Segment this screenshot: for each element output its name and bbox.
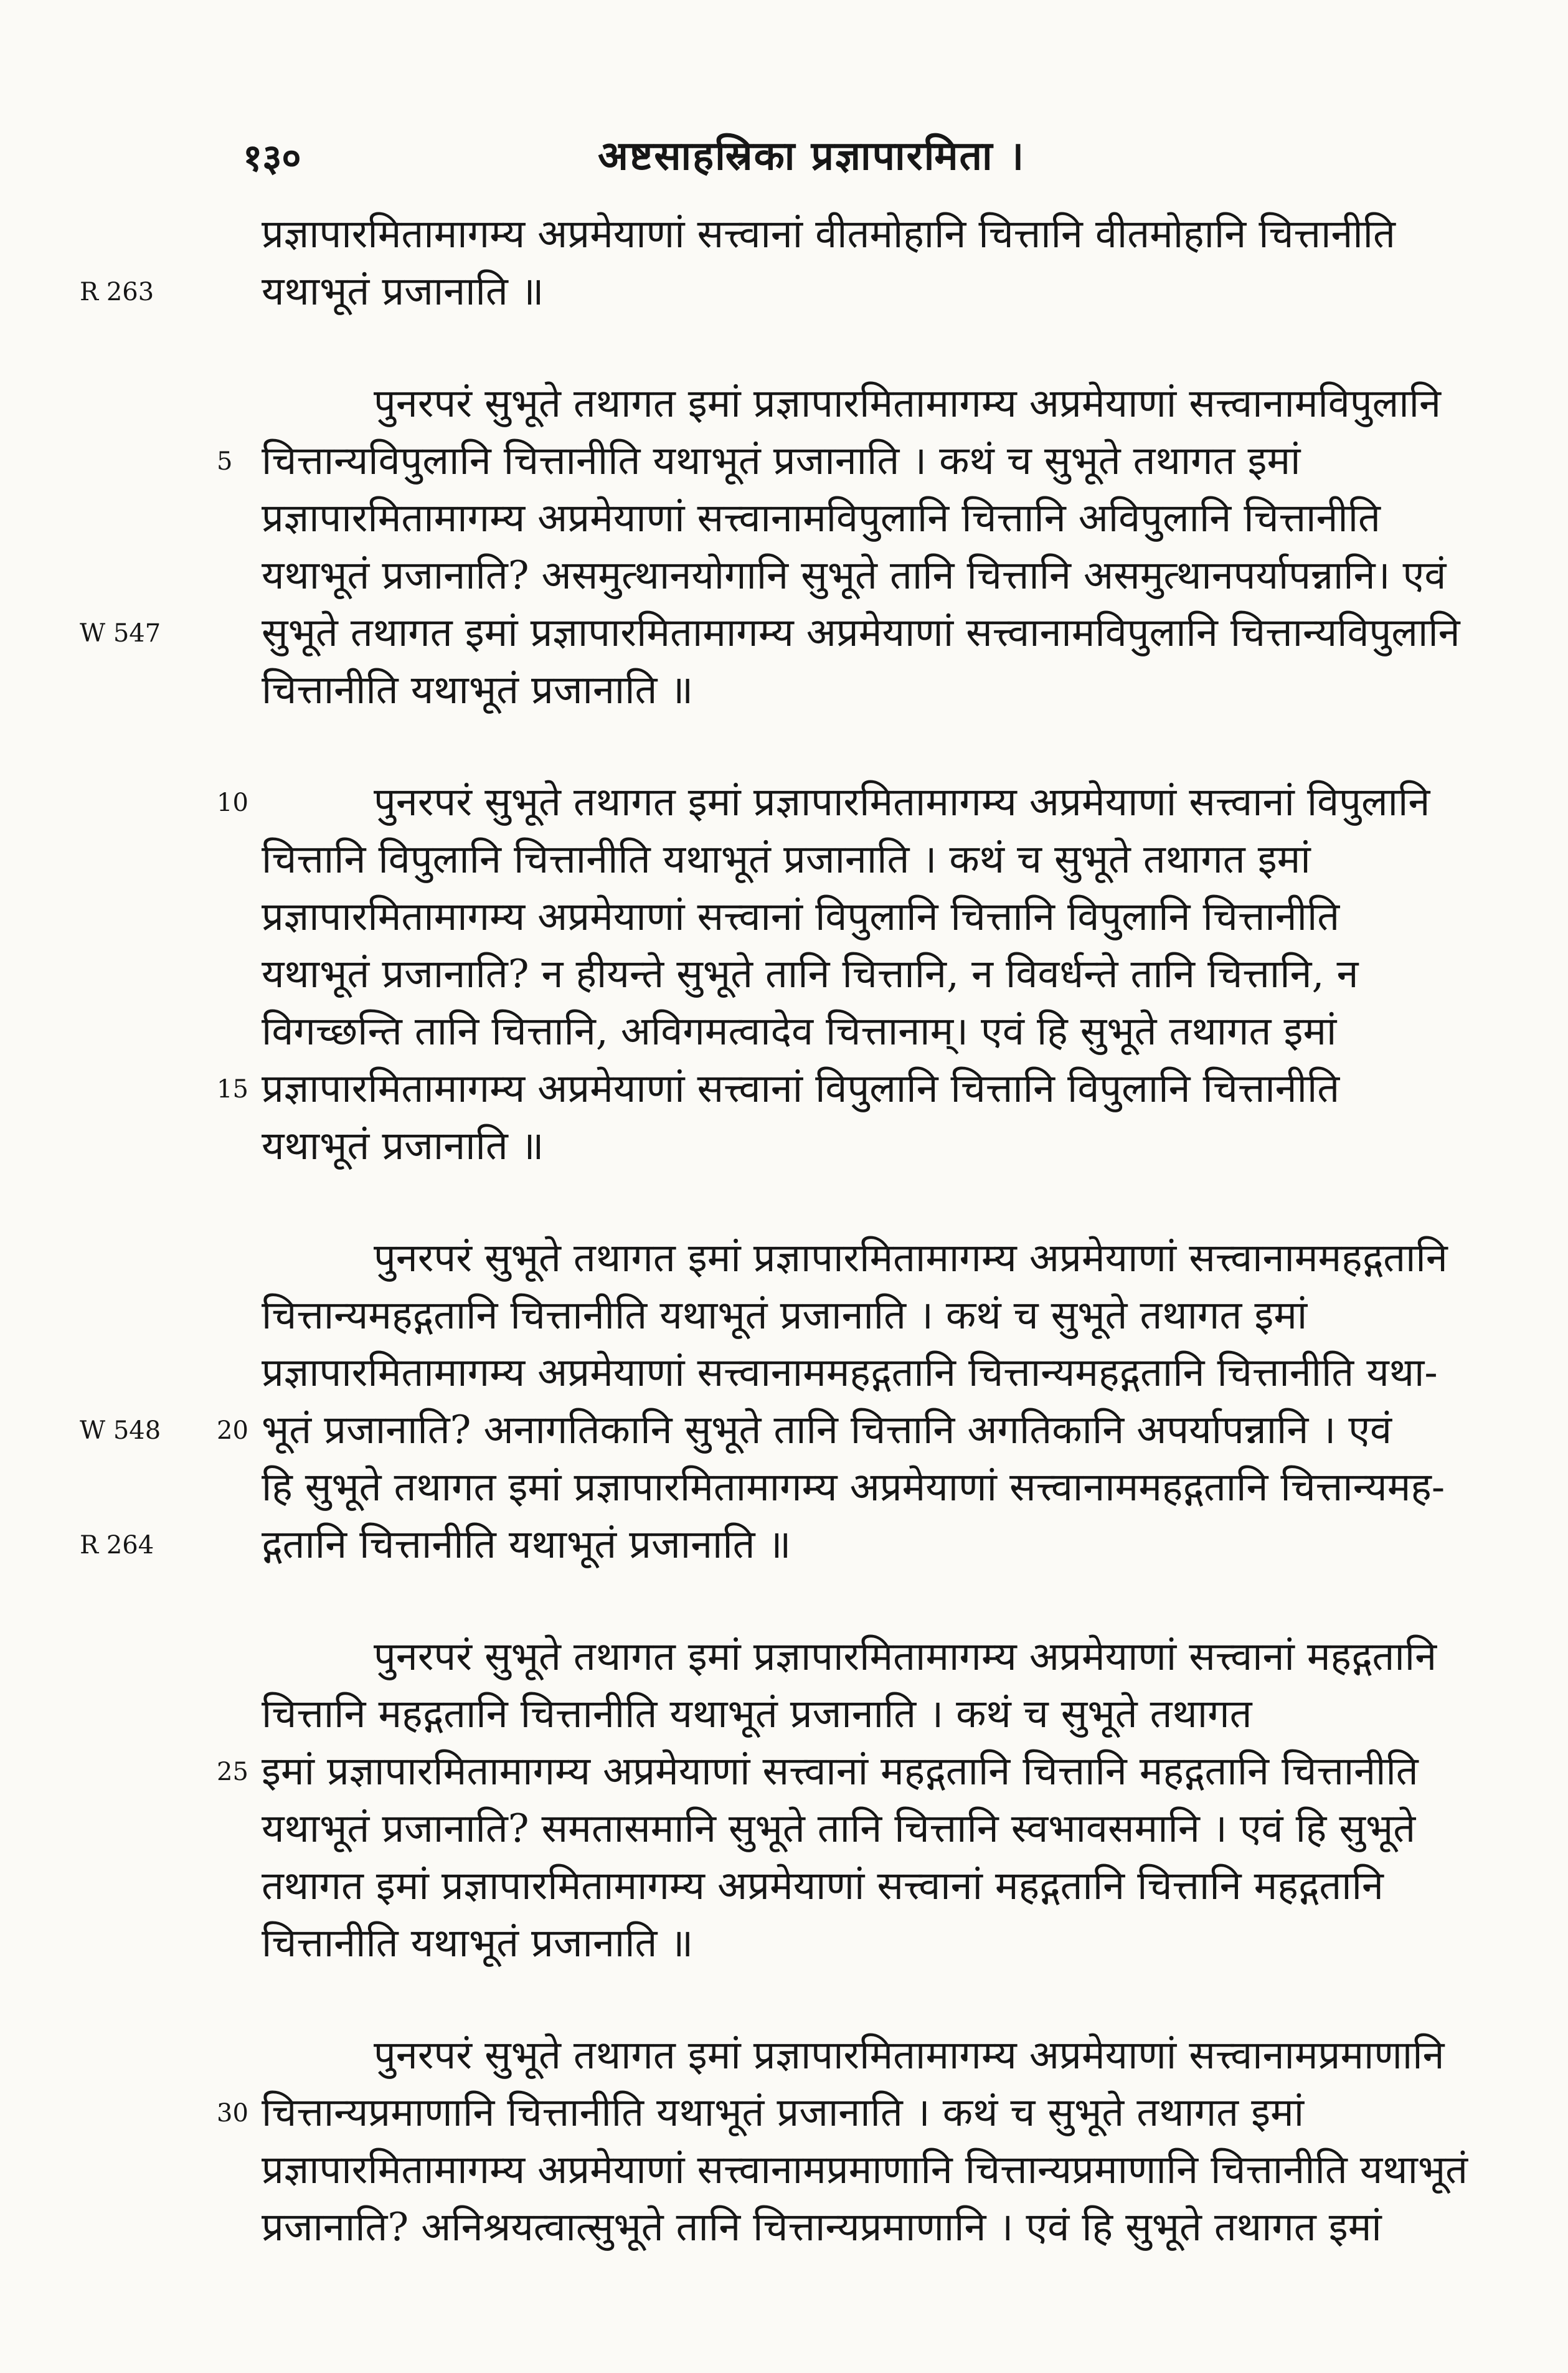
text-line: प्रजानाति? अनिश्रयत्वात्सुभूते तानि चित्तान्यप्रमाणानि । एवं हि सुभूते तथागत इमां bbox=[262, 2204, 1382, 2250]
text-line: पुनरपरं सुभूते तथागत इमां प्रज्ञापारमितामागम्य अप्रमेयाणां सत्त्वानामप्रमाणानि bbox=[374, 2032, 1445, 2078]
line-number: 10 bbox=[217, 789, 248, 817]
text-line: यथाभूतं प्रजानाति ॥ bbox=[262, 268, 544, 314]
text-line: इमां प्रज्ञापारमितामागम्य अप्रमेयाणां सत्त्वानां महद्गतानि चित्तानि महद्गतानि चित्तानीति bbox=[262, 1748, 1419, 1794]
text-line: चित्तानि महद्गतानि चित्तानीति यथाभूतं प्रजानाति । कथं च सुभूते तथागत bbox=[262, 1691, 1252, 1736]
line-number: 25 bbox=[217, 1758, 248, 1786]
line-number: 15 bbox=[217, 1075, 248, 1104]
text-line: चित्तानीति यथाभूतं प्रजानाति ॥ bbox=[262, 1920, 694, 1966]
text-line: यथाभूतं प्रजानाति ॥ bbox=[262, 1123, 544, 1168]
margin-reference: W 548 bbox=[80, 1416, 161, 1445]
page-header bbox=[0, 118, 1568, 193]
text-line: भूतं प्रजानाति? अनागतिकानि सुभूते तानि चित्तानि अगतिकानि अपर्यापन्नानि । एवं bbox=[262, 1407, 1392, 1452]
margin-reference: R 264 bbox=[80, 1531, 154, 1560]
text-line: चित्तानि विपुलानि चित्तानीति यथाभूतं प्रजानाति । कथं च सुभूते तथागत इमां bbox=[262, 836, 1311, 882]
text-line: पुनरपरं सुभूते तथागत इमां प्रज्ञापारमितामागम्य अप्रमेयाणां सत्त्वानां महद्गतानि bbox=[374, 1634, 1437, 1679]
line-number: 20 bbox=[217, 1416, 248, 1445]
text-line: प्रज्ञापारमितामागम्य अप्रमेयाणां सत्त्वानामविपुलानि चित्तानि अविपुलानि चित्तानीति bbox=[262, 495, 1381, 541]
text-line: चित्तान्यमहद्गतानि चित्तानीति यथाभूतं प्रजानाति । कथं च सुभूते तथागत इमां bbox=[262, 1292, 1308, 1338]
body-text bbox=[262, 206, 1470, 2311]
page-number: १३० bbox=[243, 136, 301, 180]
paragraph bbox=[262, 206, 1470, 320]
line-number: 30 bbox=[217, 2099, 248, 2128]
text-line: पुनरपरं सुभूते तथागत इमां प्रज्ञापारमितामागम्य अप्रमेयाणां सत्त्वानां विपुलानि bbox=[374, 779, 1430, 825]
paragraph bbox=[262, 2027, 1470, 2256]
line-number: 5 bbox=[217, 447, 233, 476]
text-line: तथागत इमां प्रज्ञापारमितामागम्य अप्रमेयाणां सत्त्वानां महद्गतानि चित्तानि महद्गतानि bbox=[262, 1863, 1384, 1908]
paragraph bbox=[262, 1628, 1470, 1972]
paragraph bbox=[262, 774, 1470, 1175]
text-line: चित्तानीति यथाभूतं प्रजानाति ॥ bbox=[262, 667, 694, 713]
text-line: प्रज्ञापारमितामागम्य अप्रमेयाणां सत्त्वानां विपुलानि चित्तानि विपुलानि चित्तानीति bbox=[262, 1066, 1340, 1111]
text-line: पुनरपरं सुभूते तथागत इमां प्रज्ञापारमितामागम्य अप्रमेयाणां सत्त्वानाममहद्गतानि bbox=[374, 1235, 1448, 1281]
margin-reference: W 547 bbox=[80, 619, 161, 648]
text-line: यथाभूतं प्रजानाति? असमुत्थानयोगानि सुभूते तानि चित्तानि असमुत्थानपर्यापन्नानि। एवं bbox=[262, 552, 1447, 598]
text-line: प्रज्ञापारमितामागम्य अप्रमेयाणां सत्त्वानां विपुलानि चित्तानि विपुलानि चित्तानीति bbox=[262, 894, 1340, 939]
paragraph bbox=[262, 375, 1470, 719]
text-line: हि सुभूते तथागत इमां प्रज्ञापारमितामागम्य अप्रमेयाणां सत्त्वानाममहद्गतानि चित्तान्यमह- bbox=[262, 1464, 1445, 1510]
text-line: प्रज्ञापारमितामागम्य अप्रमेयाणां सत्त्वानां वीतमोहानि चित्तानि वीतमोहानि चित्तानीति bbox=[262, 211, 1396, 257]
running-title: अष्टसाहस्रिका प्रज्ञापारमिता । bbox=[598, 133, 1026, 179]
text-line: प्रज्ञापारमितामागम्य अप्रमेयाणां सत्त्वानामप्रमाणानि चित्तान्यप्रमाणानि चित्तानीति यथाभूतं bbox=[262, 2147, 1468, 2192]
text-line: चित्तान्यप्रमाणानि चित्तानीति यथाभूतं प्रजानाति । कथं च सुभूते तथागत इमां bbox=[262, 2090, 1305, 2135]
text-line: पुनरपरं सुभूते तथागत इमां प्रज्ञापारमितामागम्य अप्रमेयाणां सत्त्वानामविपुलानि bbox=[374, 381, 1441, 426]
margin-reference: R 263 bbox=[80, 278, 154, 306]
text-line: यथाभूतं प्रजानाति? समतासमानि सुभूते तानि चित्तानि स्वभावसमानि । एवं हि सुभूते bbox=[262, 1806, 1416, 1851]
text-line: सुभूते तथागत इमां प्रज्ञापारमितामागम्य अप्रमेयाणां सत्त्वानामविपुलानि चित्तान्यविपुलानि bbox=[262, 610, 1460, 655]
text-line: द्गतानि चित्तानीति यथाभूतं प्रजानाति ॥ bbox=[262, 1522, 791, 1567]
paragraph bbox=[262, 1229, 1470, 1573]
text-line: प्रज्ञापारमितामागम्य अप्रमेयाणां सत्त्वानाममहद्गतानि चित्तान्यमहद्गतानि चित्तानीति यथा- bbox=[262, 1350, 1438, 1395]
text-line: चित्तान्यविपुलानि चित्तानीति यथाभूतं प्रजानाति । कथं च सुभूते तथागत इमां bbox=[262, 438, 1301, 483]
text-line: विगच्छन्ति तानि चित्तानि, अविगमत्वादेव चित्तानाम्। एवं हि सुभूते तथागत इमां bbox=[262, 1008, 1337, 1054]
text-line: यथाभूतं प्रजानाति? न हीयन्ते सुभूते तानि चित्तानि, न विवर्धन्ते तानि चित्तानि, न bbox=[262, 951, 1359, 997]
